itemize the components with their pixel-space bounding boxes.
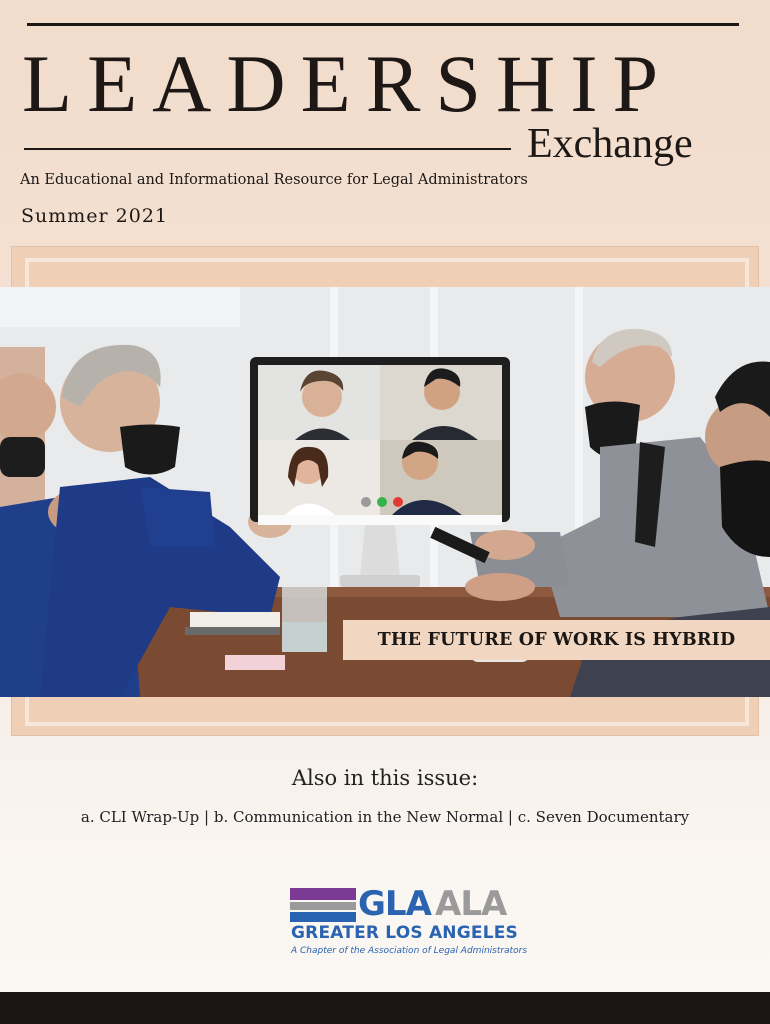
glaala-logo <box>290 886 530 962</box>
logo-ala-text: ALA <box>435 884 507 924</box>
masthead-title: LEADERSHIP <box>22 38 674 129</box>
headline-banner <box>343 620 770 660</box>
masthead-rule <box>24 148 511 150</box>
masthead-subtitle: Exchange <box>527 121 693 167</box>
headline-text: THE FUTURE OF WORK IS HYBRID <box>377 630 736 650</box>
tagline: An Educational and Informational Resource for Legal Administrators <box>20 172 528 188</box>
logo-gla-text: GLA <box>358 884 431 924</box>
logo-name: GREATER LOS ANGELES <box>291 923 518 943</box>
also-in-issue-items: a. CLI Wrap-Up | b. Communication in the New Normal | c. Seven Documentary <box>80 808 690 826</box>
bottom-bar <box>0 992 770 1024</box>
logo-stripes-icon <box>290 888 356 922</box>
logo-description: A Chapter of the Association of Legal Administrators <box>291 946 528 956</box>
also-in-issue-heading: Also in this issue: <box>291 766 479 790</box>
issue-date: Summer 2021 <box>21 205 169 227</box>
top-rule <box>27 23 739 26</box>
